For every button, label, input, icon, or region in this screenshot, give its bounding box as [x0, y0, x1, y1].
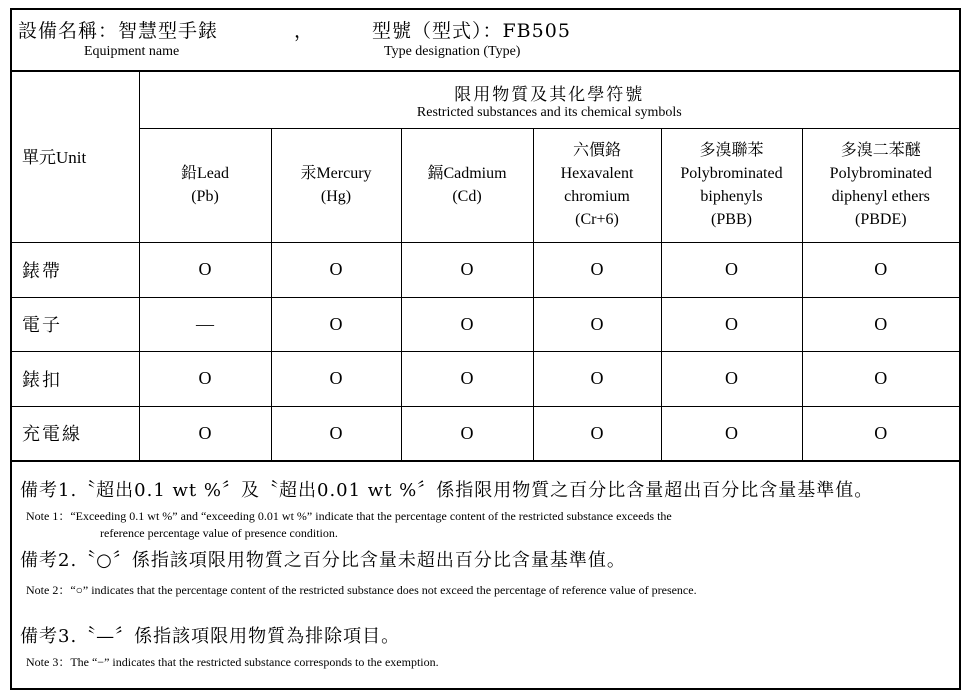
- row-label: 錶帶: [12, 242, 139, 297]
- table-cell: O: [401, 406, 533, 461]
- table-cell: O: [802, 351, 959, 406]
- restricted-title-en: Restricted substances and its chemical symbols: [416, 105, 682, 121]
- table-cell: O: [401, 351, 533, 406]
- note3-zh: 備考3.〝—〞係指該項限用物質為排除項目。: [20, 626, 401, 647]
- table-cell: O: [271, 242, 401, 297]
- column-name-zh: 多溴二苯醚: [840, 142, 921, 159]
- table-cell: —: [139, 297, 271, 351]
- restricted-title-zh: 限用物質及其化學符號: [454, 85, 645, 105]
- column-header-pbb: [661, 128, 802, 242]
- column-symbol: (Pb): [191, 188, 219, 205]
- note1-en-continued: reference percentage value of presence condition.: [100, 526, 338, 540]
- column-name-en-2: chromium: [564, 188, 630, 205]
- note1-zh: 備考1.〝超出0.1 wt %〞及〝超出0.01 wt %〞係指限用物質之百分比含量超出百分比含量基準值。: [20, 480, 874, 501]
- table-cell: O: [139, 351, 271, 406]
- column-name-zh: 六價鉻: [572, 142, 621, 159]
- column-name: 鎘Cadmium: [427, 165, 507, 182]
- table-cell: O: [533, 406, 661, 461]
- column-name-en-2: biphenyls: [700, 188, 763, 205]
- type-designation-zh: 型號（型式）：FB505: [372, 20, 571, 42]
- column-header-hexavalent-chromium: [533, 128, 661, 242]
- unit-header: 單元Unit: [12, 70, 139, 242]
- restricted-substances-title: [139, 70, 959, 128]
- column-symbol: (Cd): [452, 188, 482, 205]
- column-name-zh: 多溴聯苯: [699, 142, 764, 159]
- table-row: [12, 351, 959, 406]
- column-header-mercury: [271, 128, 401, 242]
- table-cell: O: [401, 242, 533, 297]
- equipment-name-en: Equipment name: [84, 44, 180, 59]
- header-separator: ，: [294, 20, 314, 42]
- table-cell: O: [661, 297, 802, 351]
- table-row: [12, 242, 959, 297]
- document-header: [12, 10, 959, 72]
- table-cell: O: [533, 351, 661, 406]
- column-symbol: (Cr+6): [575, 211, 619, 228]
- table-cell: O: [271, 351, 401, 406]
- row-label: 錶扣: [12, 351, 139, 406]
- column-header-lead: [139, 128, 271, 242]
- column-name-en: Hexavalent: [560, 165, 634, 182]
- column-symbol: (PBB): [711, 211, 752, 228]
- table-row: [12, 297, 959, 351]
- table-cell: O: [139, 406, 271, 461]
- table-cell: O: [271, 406, 401, 461]
- table-cell: O: [401, 297, 533, 351]
- table-cell: O: [533, 297, 661, 351]
- rohs-declaration-document: [10, 8, 961, 690]
- equipment-name-zh: 設備名稱：智慧型手錶: [18, 20, 219, 42]
- column-symbol: (PBDE): [855, 211, 907, 228]
- table-cell: O: [802, 297, 959, 351]
- note2-zh: 備考2.〝○〞係指該項限用物質之百分比含量未超出百分比含量基準值。: [20, 550, 626, 571]
- table-cell: O: [802, 406, 959, 461]
- note3-en: Note 3：The “−” indicates that the restricted substance corresponds to the exemption.: [26, 655, 439, 669]
- restricted-substances-table: [12, 70, 959, 462]
- table-cell: O: [271, 297, 401, 351]
- row-label: 電子: [12, 297, 139, 351]
- row-label: 充電線: [12, 406, 139, 461]
- table-cell: O: [802, 242, 959, 297]
- column-name: 汞Mercury: [300, 165, 372, 182]
- table-cell: O: [533, 242, 661, 297]
- table-cell: O: [139, 242, 271, 297]
- column-symbol: (Hg): [320, 188, 352, 205]
- table-row: [12, 406, 959, 461]
- column-name-en: Polybrominated: [680, 165, 783, 182]
- column-name-en-2: diphenyl ethers: [831, 188, 930, 205]
- column-header-pbde: [802, 128, 959, 242]
- note1-en: Note 1：“Exceeding 0.1 wt %” and “exceeding 0.01 wt %” indicate that the percentage content of the restricted substance exceeds the: [26, 509, 672, 523]
- column-header-cadmium: [401, 128, 533, 242]
- note2-en: Note 2：“○” indicates that the percentage content of the restricted substance does not exceed the percentage of reference value of presence.: [26, 583, 697, 597]
- column-name-en: Polybrominated: [829, 165, 932, 182]
- table-cell: O: [661, 242, 802, 297]
- column-name: 鉛Lead: [181, 165, 229, 182]
- table-cell: O: [661, 351, 802, 406]
- table-cell: O: [661, 406, 802, 461]
- type-designation-en: Type designation (Type): [384, 44, 521, 59]
